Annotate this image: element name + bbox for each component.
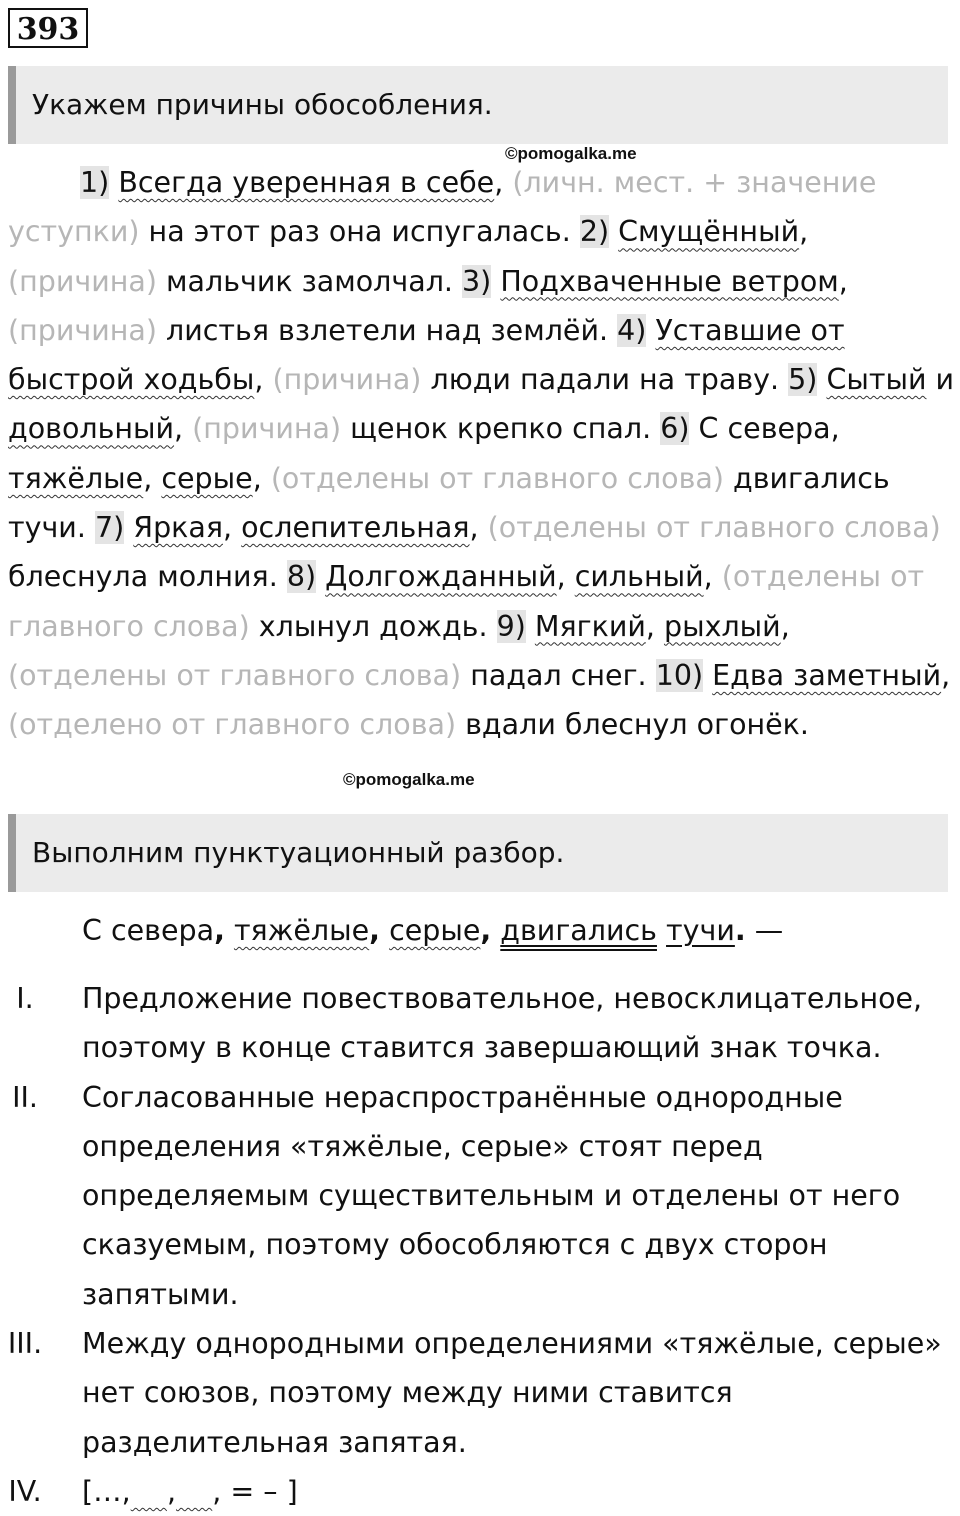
roman-numeral: I. <box>16 982 34 1015</box>
item-text: Согласованные нераспространённые однородные определения «тяжёлые, серые» стоят перед определяемым существительным и отделены от него сказуемым, поэтому обособляются с двух сторон запятыми. <box>82 1080 901 1311</box>
reason-note: (причина) <box>192 412 342 446</box>
reason-note: (отделены от главного слова) <box>8 658 462 692</box>
reasons-paragraph: 1) Всегда уверенная в себе, (личн. мест. + значение уступки) на этот раз она испугалась. 2) Смущённый, (причина) мальчик замолчал. 3) Подхваченные ветром, (причина) листья взлетели над землёй. 4) Уставшие от быстрой ходьбы, (причина) люди падали на траву. 5) Сытый и довольный, (причина) щенок крепко спал. 6) С севера, тяжёлые, серые, (отделены от главного слова) двигались тучи. 7) Яркая, ослепительная, (отделены от главного слова) блеснула молния. 8) Долгожданный, сильный, (отделены от главного слова) хлынул дождь. 9) Мягкий, рыхлый, (отделены от главного слова) падал снег. 10) Едва заметный, (отделено от главного слова) вдали блеснул огонёк. <box>8 166 955 742</box>
sentence-number: 6) <box>660 412 690 446</box>
reason-note: (отделены от главного слова) <box>8 560 925 643</box>
roman-numeral: III. <box>7 1327 43 1361</box>
isolated-phrase: Смущённый <box>618 215 800 249</box>
list-item <box>0 1319 960 1467</box>
sentence-number: 4) <box>617 313 647 347</box>
watermark: ©pomogalka.me <box>343 770 475 789</box>
isolated-phrase: Долгожданный <box>325 560 557 594</box>
sentence-number: 1) <box>80 166 110 199</box>
reason-note: (причина) <box>8 313 157 347</box>
sentence-number: 9) <box>496 609 526 643</box>
isolated-phrase: сильный <box>574 560 704 594</box>
subject-word: тучи <box>666 914 735 947</box>
example-sentence: С севера, тяжёлые, серые, двигались тучи. — <box>82 914 784 947</box>
isolated-phrase: Яркая <box>133 511 223 545</box>
isolated-phrase: Уставшие от быстрой ходьбы <box>8 313 845 397</box>
sentence-number: 10) <box>655 658 704 692</box>
isolated-phrase: рыхлый <box>663 609 781 643</box>
sentence-scheme: […, , , = – ] <box>82 1474 298 1508</box>
reason-note: (личн. мест. + значение уступки) <box>8 166 877 249</box>
isolated-phrase: Едва заметный <box>712 658 942 692</box>
reason-note: (отделены от главного слова) <box>270 461 724 495</box>
predicate-word: двигались <box>500 914 657 947</box>
isolated-phrase: Сытый <box>826 363 927 397</box>
definition-word: серые <box>389 914 481 947</box>
reason-note: (отделено от главного слова) <box>8 708 457 742</box>
isolated-phrase: довольный <box>8 412 175 446</box>
reason-note: (причина) <box>8 264 157 298</box>
sentence-number: 5) <box>788 363 818 397</box>
reason-note: (отделены от главного слова) <box>487 511 941 545</box>
item-text: Предложение повествовательное, невосклицательное, поэтому в конце ставится завершающий знак точка. <box>82 982 923 1065</box>
analysis-list <box>0 974 960 1516</box>
reason-note: (причина) <box>272 363 422 397</box>
sentence-number: 3) <box>462 264 492 298</box>
list-item <box>0 1073 960 1319</box>
roman-numeral: II. <box>12 1080 38 1114</box>
list-item <box>0 974 960 1073</box>
section-header-reasons: Укажем причины обособления. <box>8 66 948 144</box>
roman-numeral: IV. <box>8 1474 42 1508</box>
task-number: 393 <box>8 8 88 48</box>
watermark: ©pomogalka.me <box>505 144 637 163</box>
sentence-number: 8) <box>286 560 317 594</box>
isolated-phrase: серые <box>161 461 253 495</box>
isolated-phrase: Мягкий <box>534 609 646 643</box>
isolated-phrase: Подхваченные ветром <box>500 264 839 298</box>
isolated-phrase: тяжёлые <box>8 461 144 495</box>
isolated-phrase: ослепительная <box>241 511 470 545</box>
list-item <box>0 1467 960 1516</box>
isolated-phrase: Всегда уверенная в себе <box>118 166 495 199</box>
section-header-punctuation: Выполним пунктуационный разбор. <box>8 814 948 892</box>
sentence-number: 2) <box>579 215 610 249</box>
item-text: Между однородными определениями «тяжёлые, серые» нет союзов, поэтому между ними ставится разделительная запятая. <box>82 1327 942 1459</box>
definition-word: тяжёлые <box>233 914 370 947</box>
sentence-number: 7) <box>94 511 125 545</box>
